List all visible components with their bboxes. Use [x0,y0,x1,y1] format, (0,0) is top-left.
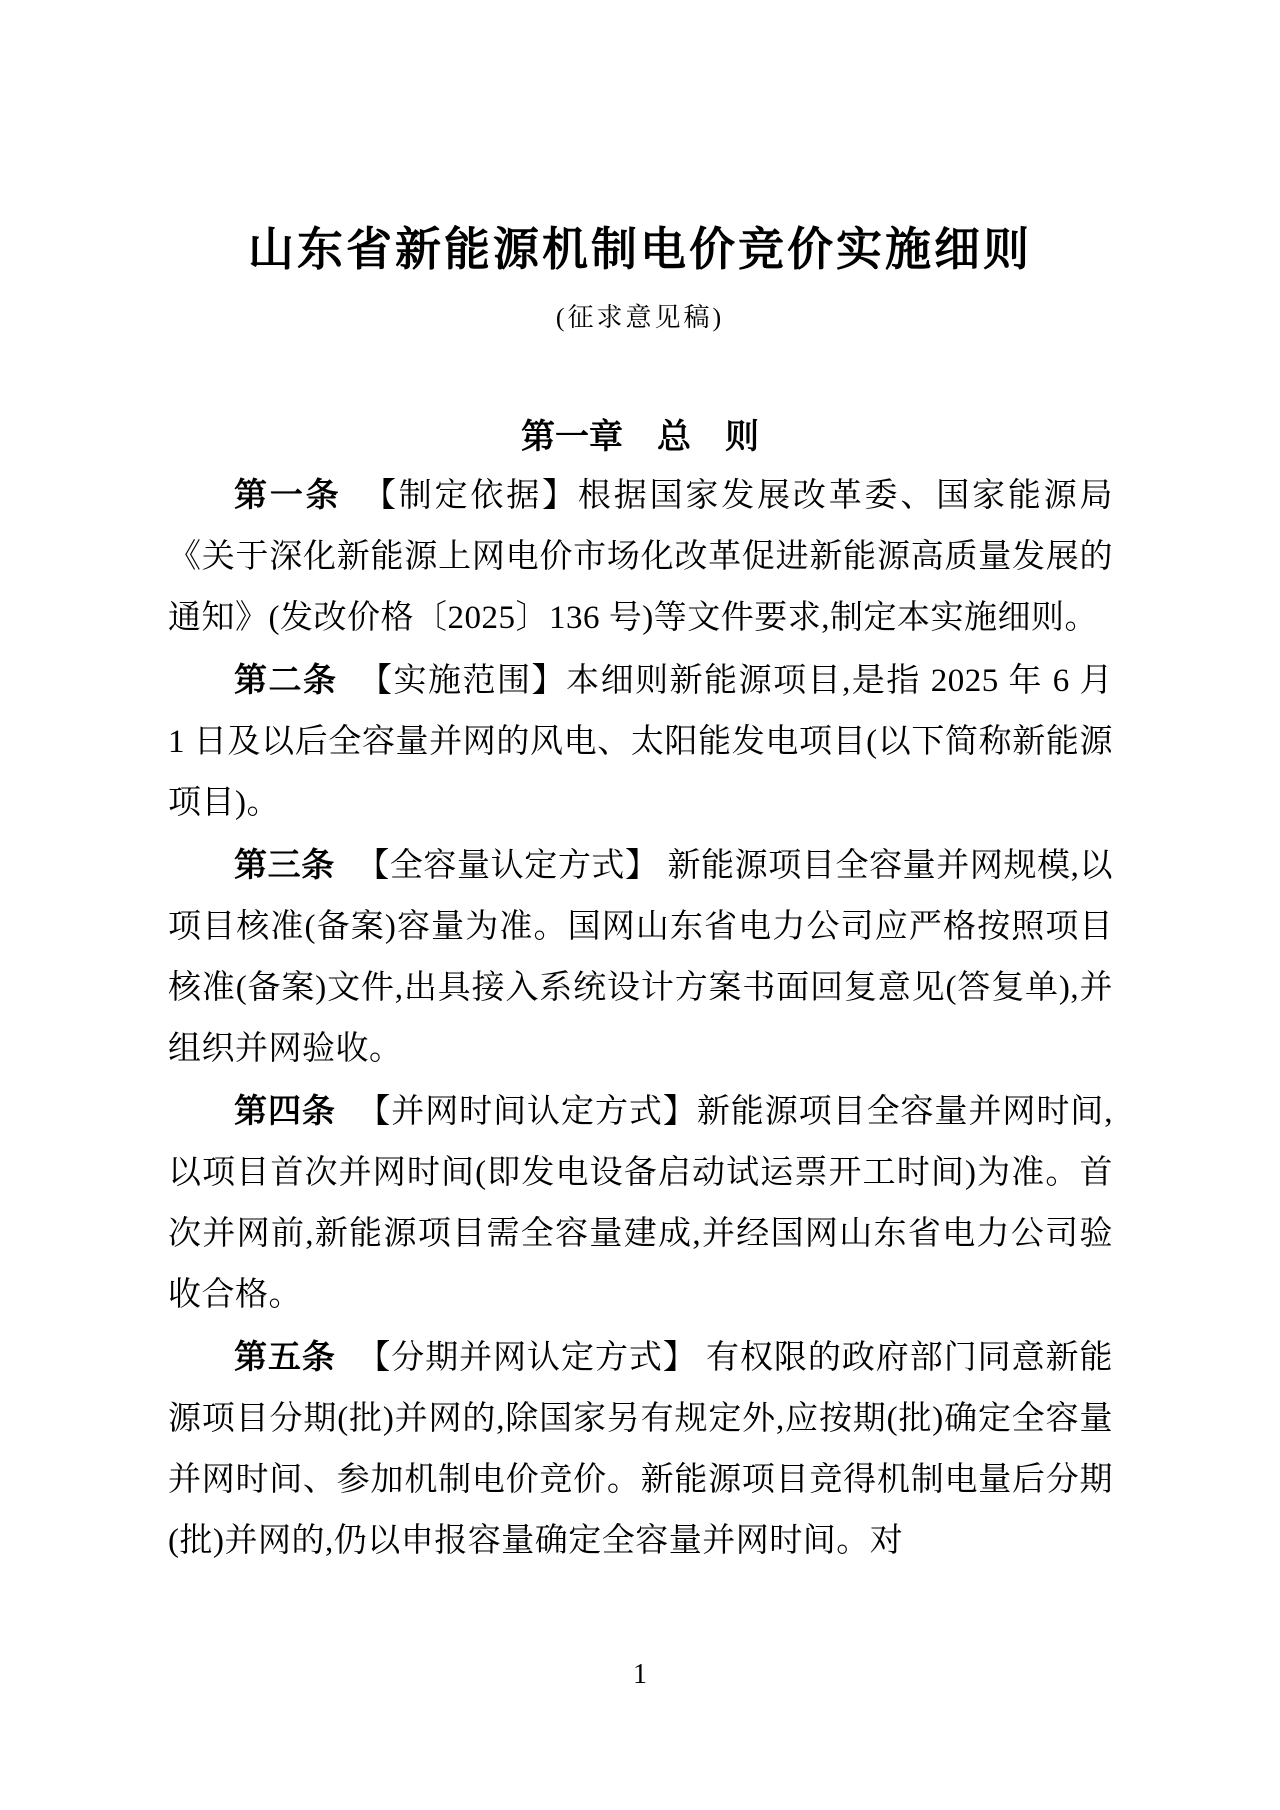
article-4-tag: 【并网时间认定方式】 [357,1094,697,1130]
article-2-text: 本细则新能源项目,是指 2025 年 6 月 1 日及以后全容量并网的风电、太阳能发电项目(以下简称新能源项目)。 [168,663,1114,821]
article-5-text: 有权限的政府部门同意新能源项目分期(批)并网的,除国家另有规定外,应按期(批)确定全容量并网时间、参加机制电价竞价。新能源项目竞得机制电量后分期(批)并网的,仍以申报容量确定全容量并网时间。对 [168,1340,1114,1559]
article-1-tag: 【制定依据】 [362,478,578,514]
article-2-number: 第二条 [234,661,338,698]
article-1-text: 根据国家发展改革委、国家能源局《关于深化新能源上网电价市场化改革促进新能源高质量发展的通知》(发改价格〔2025〕136 号)等文件要求,制定本实施细则。 [168,478,1114,636]
chapter-heading: 第一章 总 则 [521,418,759,456]
article-5-number: 第五条 [234,1338,336,1375]
article-4-number: 第四条 [234,1092,336,1129]
document-title: 山东省新能源机制电价竞价实施细则 [248,224,1032,275]
document-subtitle: (征求意见稿) [555,303,725,332]
article-5 [168,1326,1113,1572]
article-4-text: 新能源项目全容量并网时间,以项目首次并网时间(即发电设备启动试运票开工时间)为准。首次并网前,新能源项目需全容量建成,并经国网山东省电力公司验收合格。 [168,1094,1114,1313]
article-4 [168,1080,1113,1326]
article-1 [168,464,1113,649]
article-3-text: 新能源项目全容量并网规模,以项目核准(备案)容量为准。国网山东省电力公司应严格按照项目核准(备案)文件,出具接入系统设计方案书面回复意见(答复单),并组织并网验收。 [168,848,1114,1067]
article-2-tag: 【实施范围】 [358,663,567,699]
document-body [168,464,1113,1572]
page-number: 1 [633,1659,647,1690]
article-1-number: 第一条 [234,476,342,513]
article-3 [168,834,1113,1080]
article-3-number: 第三条 [234,846,335,883]
article-2 [168,649,1113,834]
article-3-tag: 【全容量认定方式】 [356,848,659,884]
article-5-tag: 【分期并网认定方式】 [357,1340,697,1376]
